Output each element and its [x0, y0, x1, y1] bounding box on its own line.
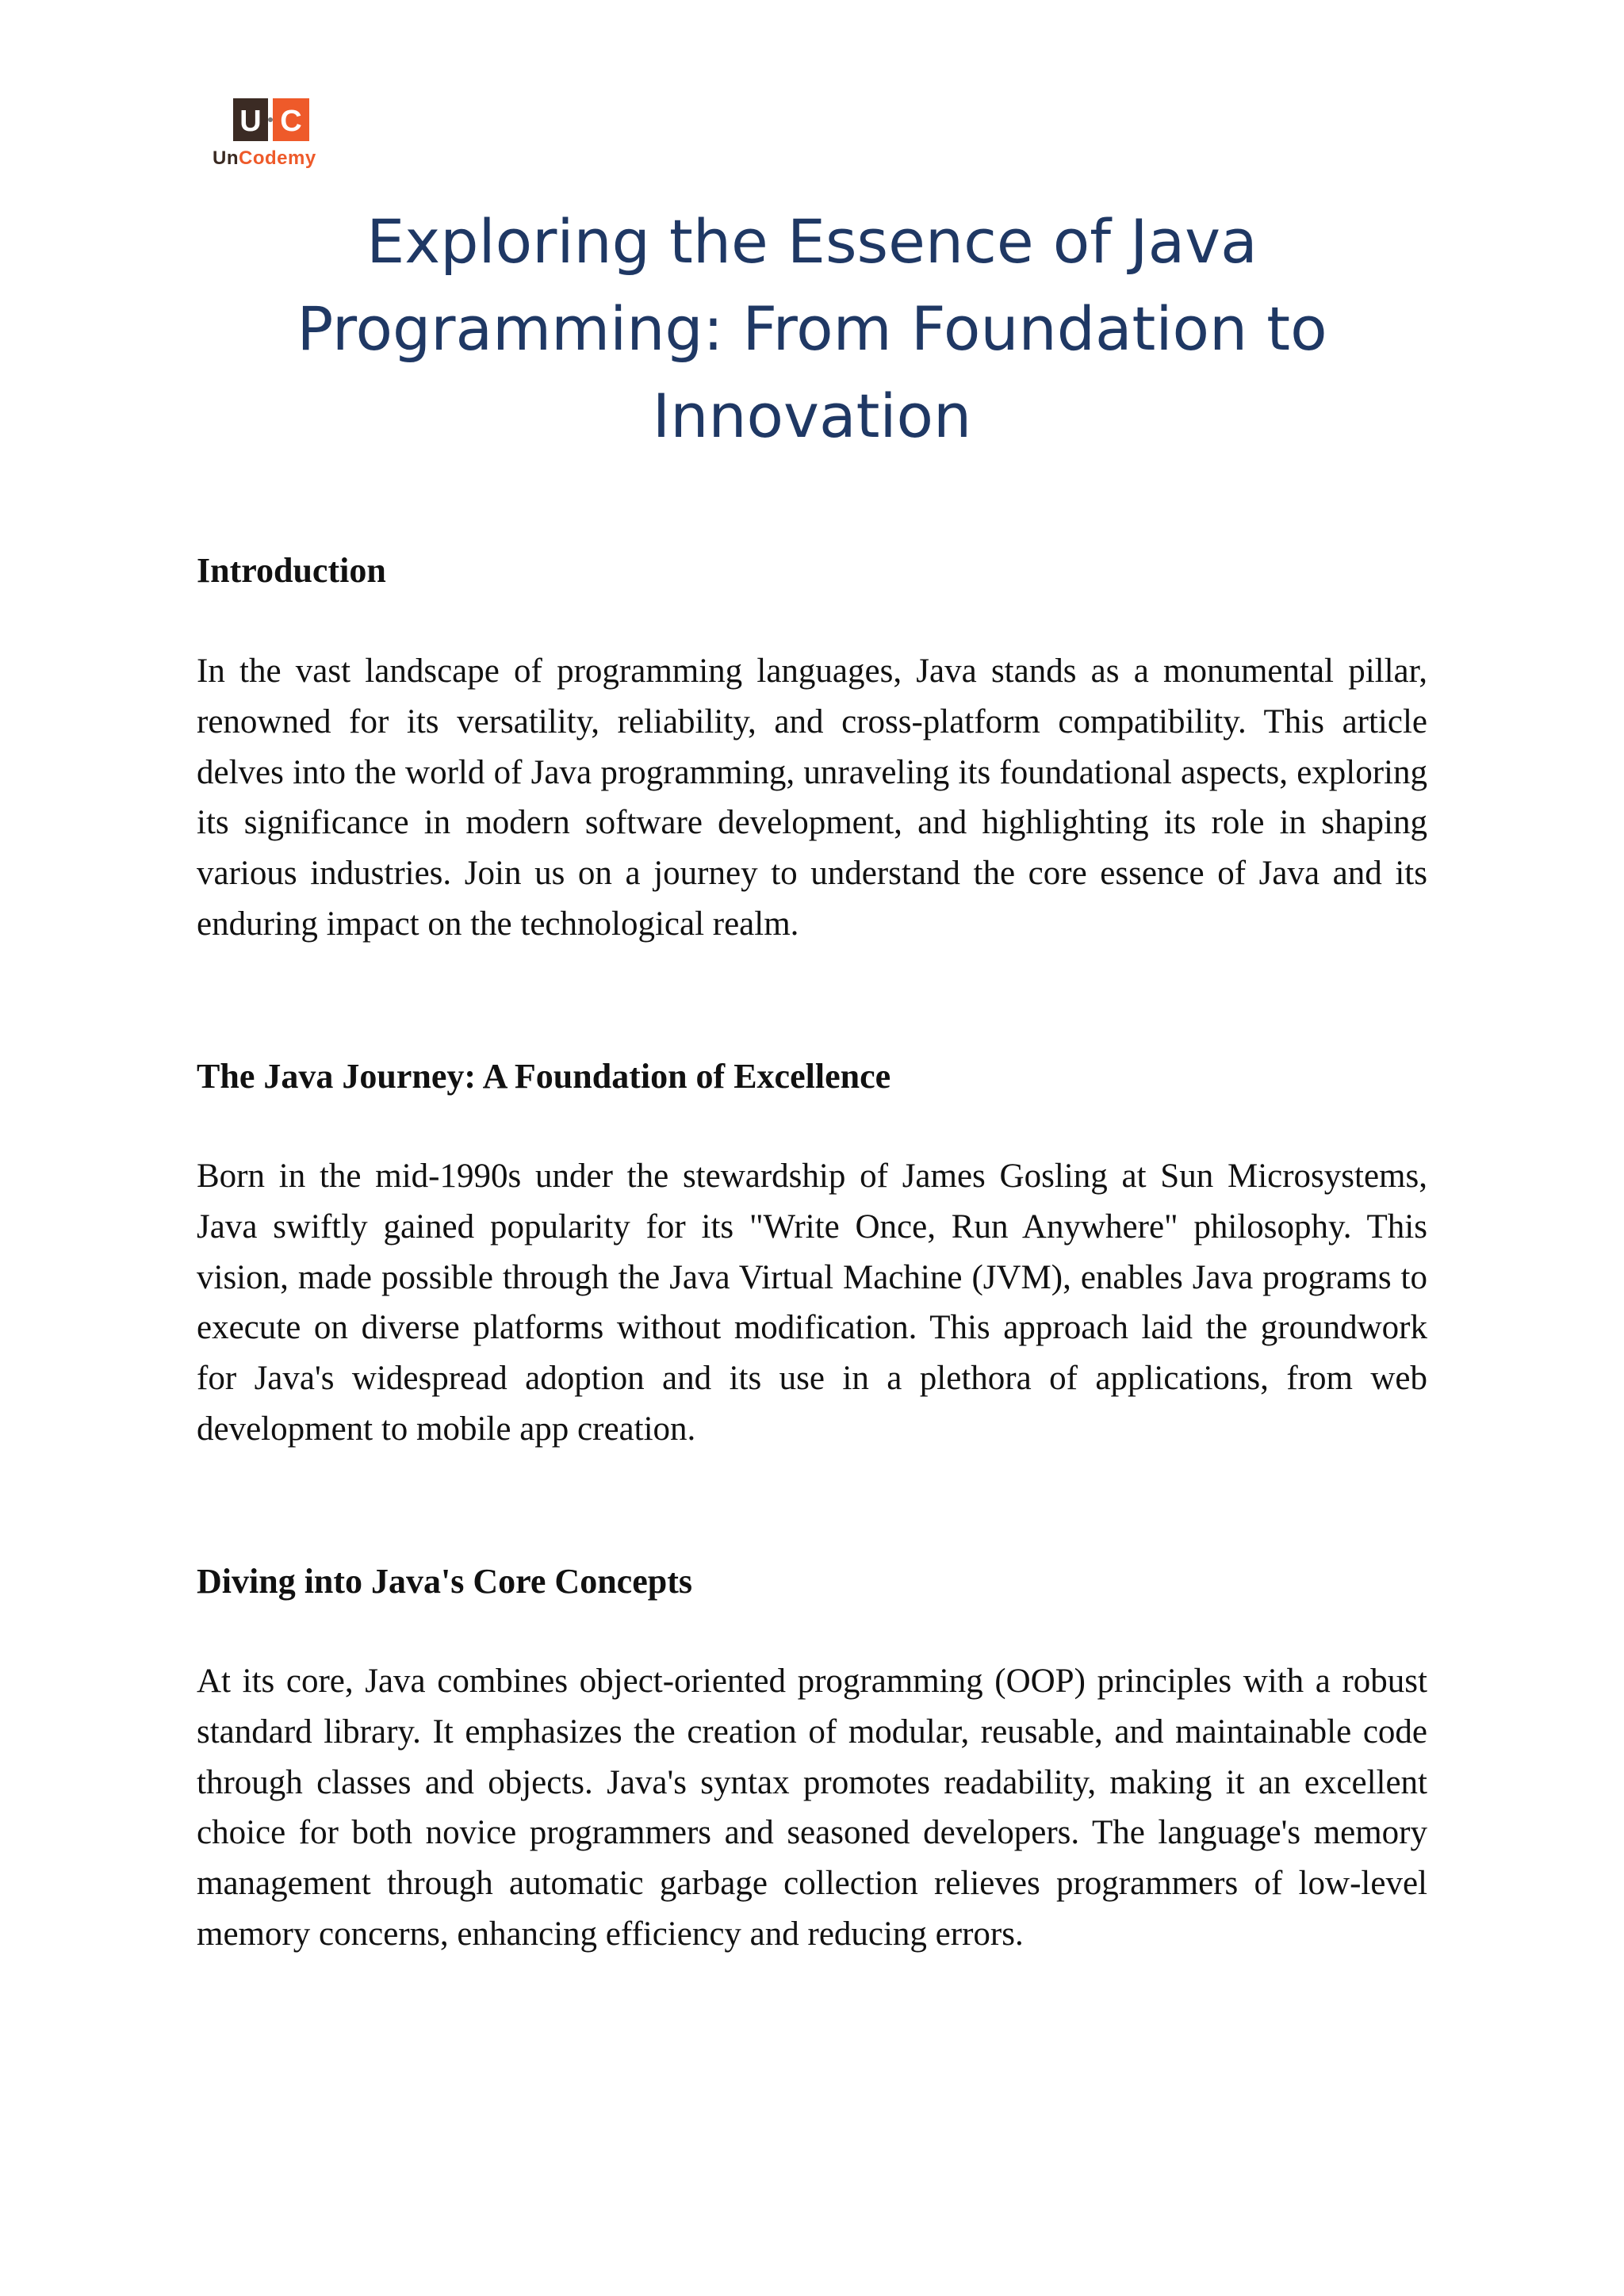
section-heading-java-journey: The Java Journey: A Foundation of Excellence	[197, 1057, 891, 1096]
uncodemy-logo-mark	[233, 98, 309, 141]
section-body-introduction: In the vast landscape of programming languages, Java stands as a monumental pillar, renowned for its versatility, reliability, and cross-platform compatibility. This article delves into the world of Java programming, unraveling its foundational aspects, exploring its significance in modern software development, and highlighting its role in shaping various industries. Join us on a journey to understand the core essence of Java and its enduring impact on the technological realm.	[197, 652, 1427, 943]
document-title: Exploring the Essence of Java Programming: From Foundation to Innovation	[297, 206, 1327, 451]
logo-wordmark-part1: Un	[213, 147, 239, 169]
section-body-core-concepts: At its core, Java combines object-oriented programming (OOP) principles with a robust standard library. It emphasizes the creation of modular, reusable, and maintainable code through classes and objects. Java's syntax promotes readability, making it an excellent choice for both novice programmers and seasoned developers. The language's memory management through automatic garbage collection relieves programmers of low-level memory concerns, enhancing efficiency and reducing errors.	[197, 1663, 1427, 1953]
uncodemy-logo	[213, 97, 339, 176]
section-body-java-journey: Born in the mid-1990s under the stewardship of James Gosling at Sun Microsystems, Java swiftly gained popularity for its "Write Once, Run Anywhere" philosophy. This vision, made possible through the Java Virtual Machine (JVM), enables Java programs to execute on diverse platforms without modification. This approach laid the groundwork for Java's widespread adoption and its use in a plethora of applications, from web development to mobile app creation.	[197, 1158, 1427, 1448]
logo-mark-right: C	[280, 105, 302, 138]
section-heading-core-concepts: Diving into Java's Core Concepts	[197, 1562, 692, 1601]
logo-wordmark	[213, 147, 316, 170]
logo-wordmark-part2: Codemy	[239, 147, 316, 169]
logo-mark-left: U	[239, 105, 262, 138]
section-heading-introduction: Introduction	[197, 551, 386, 590]
